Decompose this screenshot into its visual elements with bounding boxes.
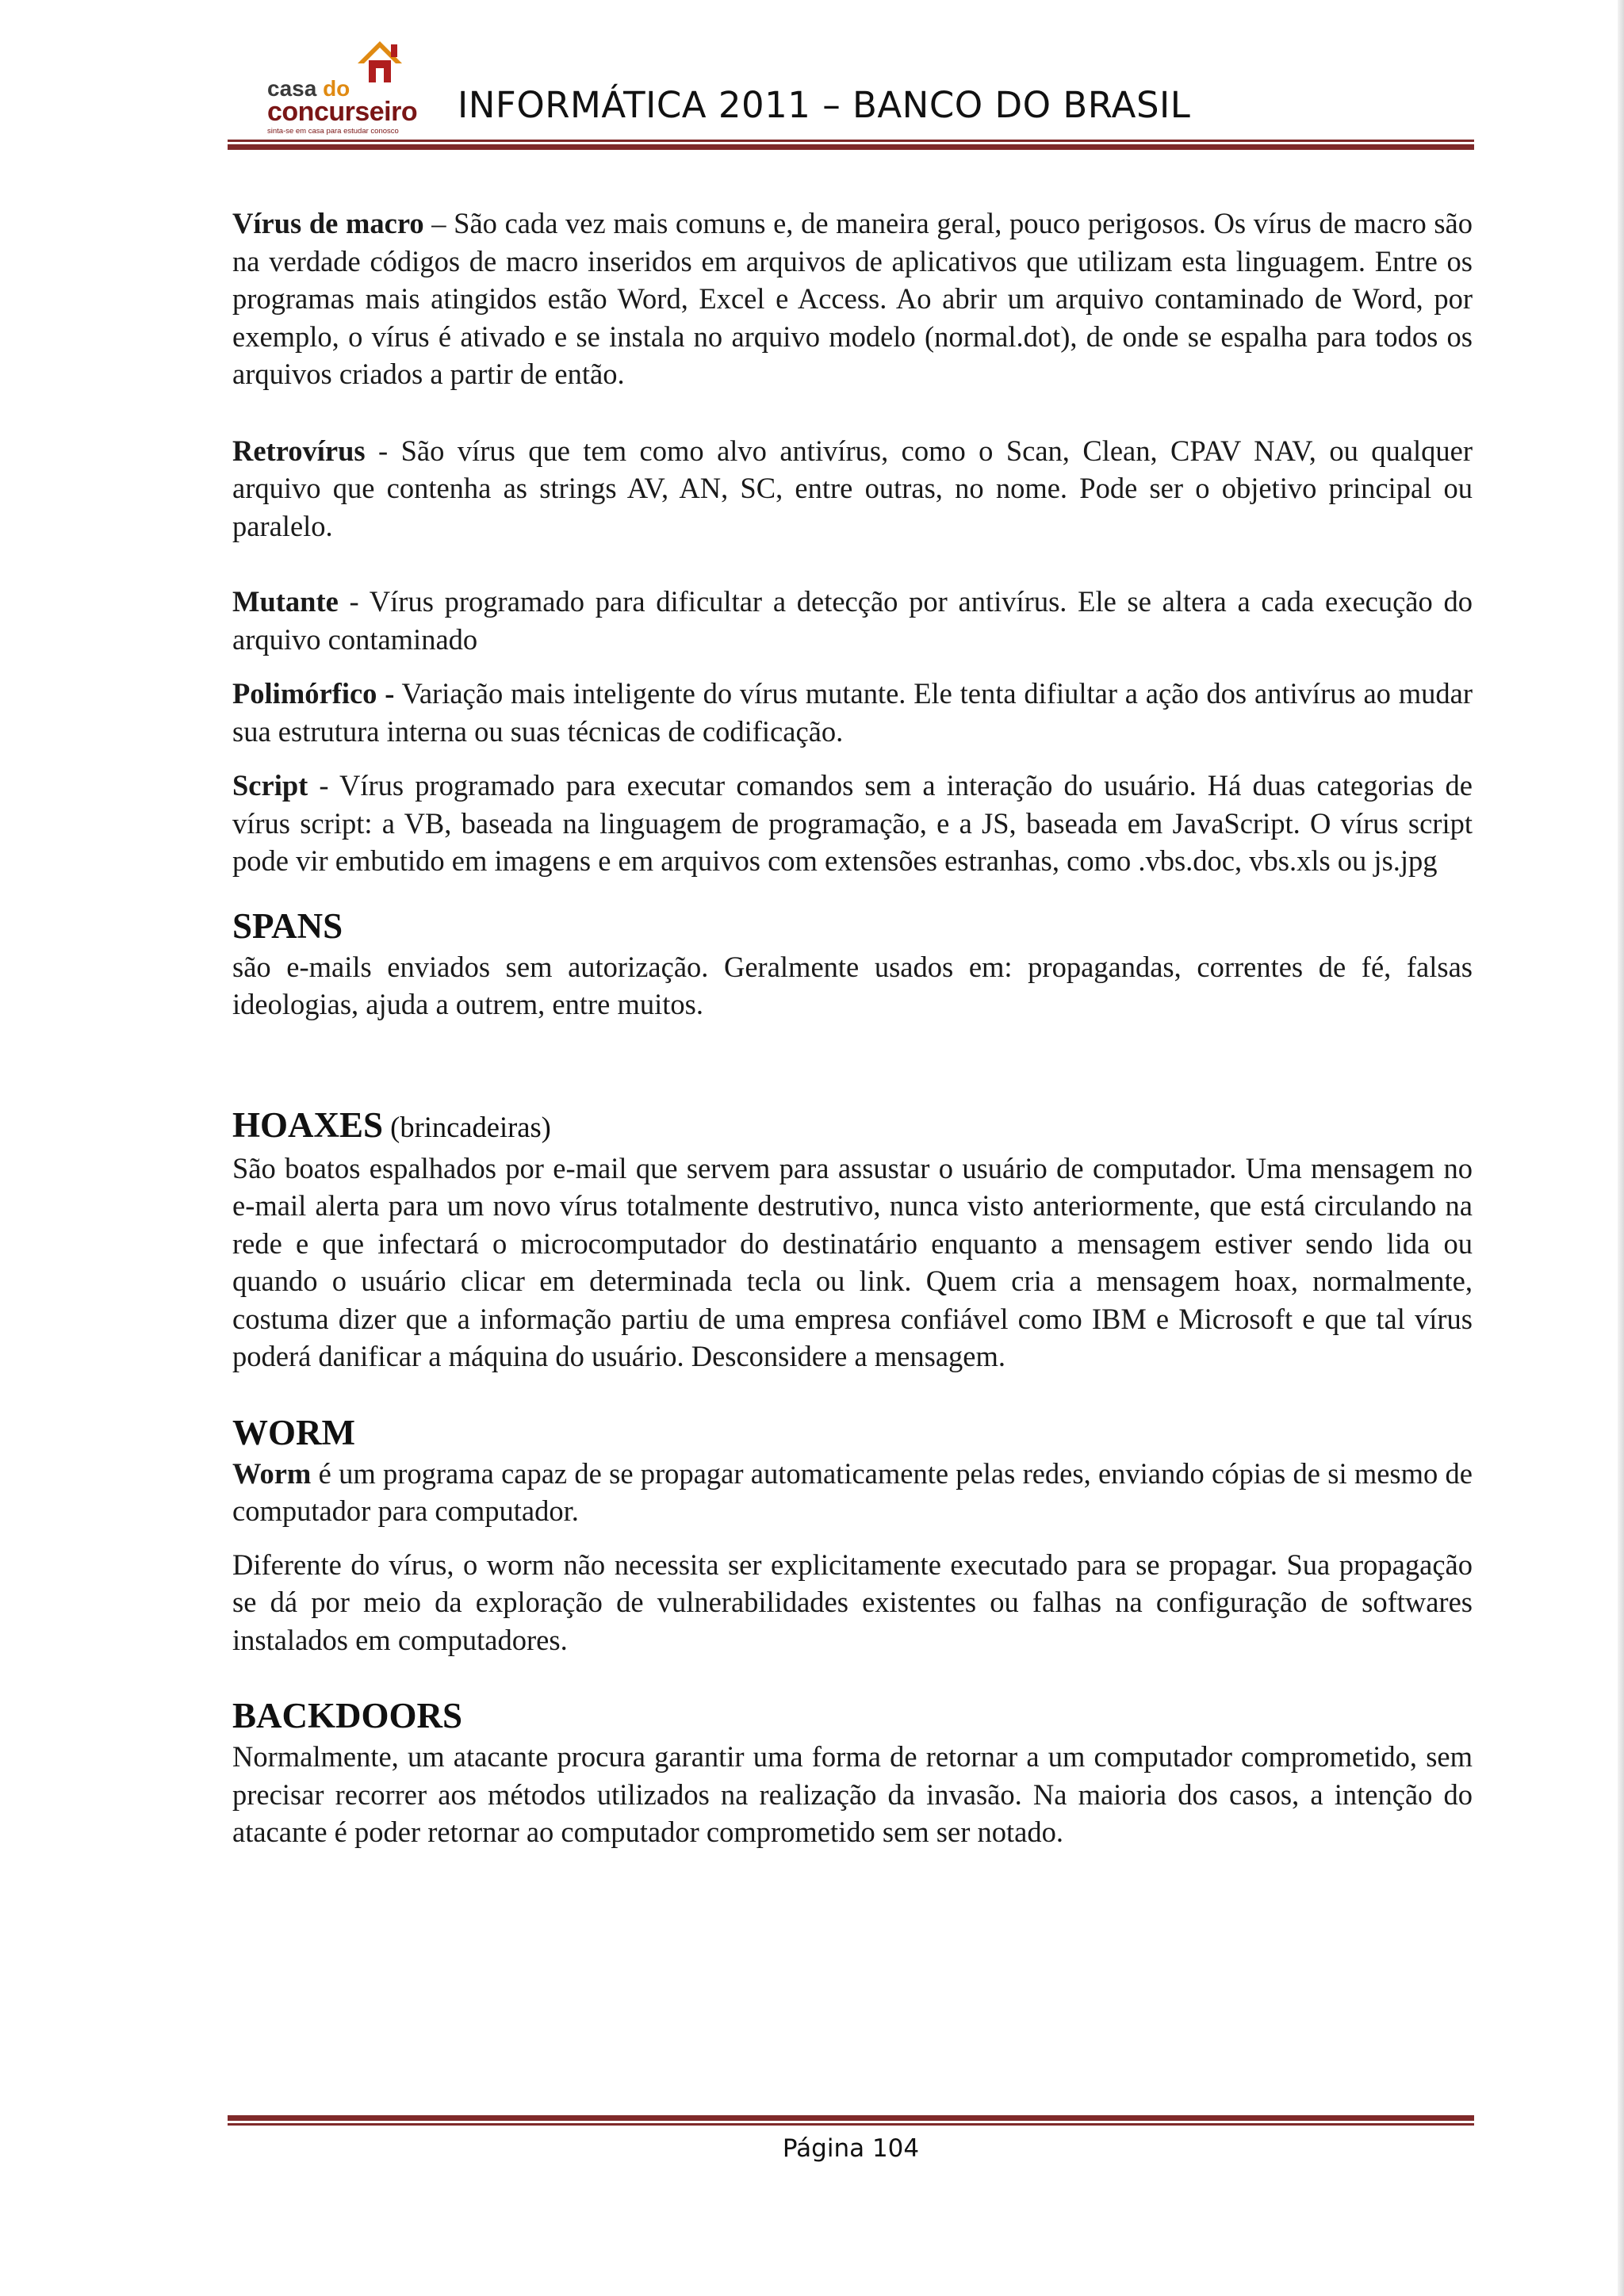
paragraph-backdoors: Normalmente, um atacante procura garantir uma forma de retornar a um computador comprometido, sem precisar recorrer aos métodos utilizados na realização da invasão. Na maioria dos casos, a intenção do atacante é poder retornar ao computador comprometido sem ser notado. <box>232 1740 1473 1848</box>
page-edge-shadow <box>1618 0 1624 2296</box>
term-macro-virus: Vírus de macro <box>232 207 424 239</box>
document-body <box>232 205 1473 1851</box>
header-divider <box>228 140 1474 150</box>
casa-do-concurseiro-logo <box>267 36 418 140</box>
term-mutante: Mutante <box>232 585 339 618</box>
house-logo-icon <box>351 36 408 87</box>
page-header <box>228 32 1474 151</box>
term-script: Script <box>232 769 308 802</box>
logo-wordmark-main: concurseiro <box>267 97 418 127</box>
paragraph-worm-2: Diferente do vírus, o worm não necessita ser explicitamente executado para se propagar. Sua propagação se dá por meio da exploração de vulnerabilidades existentes ou falhas na configuração de softwares instalados em computadores. <box>232 1548 1473 1656</box>
heading-worm: WORM <box>232 1412 355 1452</box>
logo-wordmark-top: casa do <box>267 76 350 101</box>
footer-divider <box>228 2115 1474 2126</box>
heading-hoaxes: HOAXES (brincadeiras) <box>232 1104 551 1145</box>
paragraph-polimorfico: Polimórfico - Variação mais inteligente do vírus mutante. Ele tenta difiultar a ação dos antivírus ao mudar sua estrutura interna ou suas técnicas de codificação. <box>232 677 1473 748</box>
heading-spans: SPANS <box>232 905 343 946</box>
term-retrovirus: Retrovírus <box>232 434 366 467</box>
paragraph-script: Script - Vírus programado para executar comandos sem a interação do usuário. Há duas categorias de vírus script: a VB, baseada na linguagem de programação, e a JS, baseada em JavaScript. O vírus script pode vir embutido em imagens e em arquivos com extensões estranhas, como .vbs.doc, vbs.xls ou js.jpg <box>232 769 1473 877</box>
logo-tagline: sinta-se em casa para estudar conosco <box>267 127 399 136</box>
term-polimorfico: Polimórfico - <box>232 677 395 710</box>
paragraph-retrovirus: Retrovírus - São vírus que tem como alvo antivírus, como o Scan, Clean, CPAV NAV, ou qualquer arquivo que contenha as strings AV, AN, SC, entre outras, no nome. Pode ser o objetivo principal ou paralelo. <box>232 434 1473 542</box>
paragraph-mutante: Mutante - Vírus programado para dificultar a detecção por antivírus. Ele se altera a cada execução do arquivo contaminado <box>232 585 1473 656</box>
page-number: Página 104 <box>782 2134 920 2163</box>
page-title: INFORMÁTICA 2011 – BANCO DO BRASIL <box>458 84 1191 126</box>
paragraph-spans: são e-mails enviados sem autorização. Geralmente usados em: propagandas, correntes de fé, falsas ideologias, ajuda a outrem, entre muitos. <box>232 950 1473 1020</box>
paragraph-worm-1: Worm é um programa capaz de se propagar automaticamente pelas redes, enviando cópias de si mesmo de computador para computador. <box>232 1456 1473 1527</box>
paragraph-hoaxes: São boatos espalhados por e-mail que servem para assustar o usuário de computador. Uma mensagem no e-mail alerta para um novo vírus totalmente destrutivo, nunca visto anteriormente, que está circulando na rede e que infectará o microcomputador do destinatário enquanto a mensagem estiver sendo lida ou quando o usuário clicar em determinada tecla ou link. Quem cria a mensagem hoax, normalmente, costuma dizer que a informação partiu de uma empresa confiável como IBM e Microsoft e que tal vírus poderá danificar a máquina do usuário. Desconsidere a mensagem. <box>232 1151 1473 1372</box>
paragraph-macro-virus: Vírus de macro – São cada vez mais comuns e, de maneira geral, pouco perigosos. Os vírus de macro são na verdade códigos de macro inseridos em arquivos de aplicativos que utilizam esta linguagem. Entre os programas mais atingidos estão Word, Excel e Access. Ao abrir um arquivo contaminado de Word, por exemplo, o vírus é ativado e se instala no arquivo modelo (normal.dot), de onde se espalha para todos os arquivos criados a partir de então. <box>232 207 1473 390</box>
term-worm: Worm <box>232 1456 312 1490</box>
heading-backdoors: BACKDOORS <box>232 1696 463 1735</box>
